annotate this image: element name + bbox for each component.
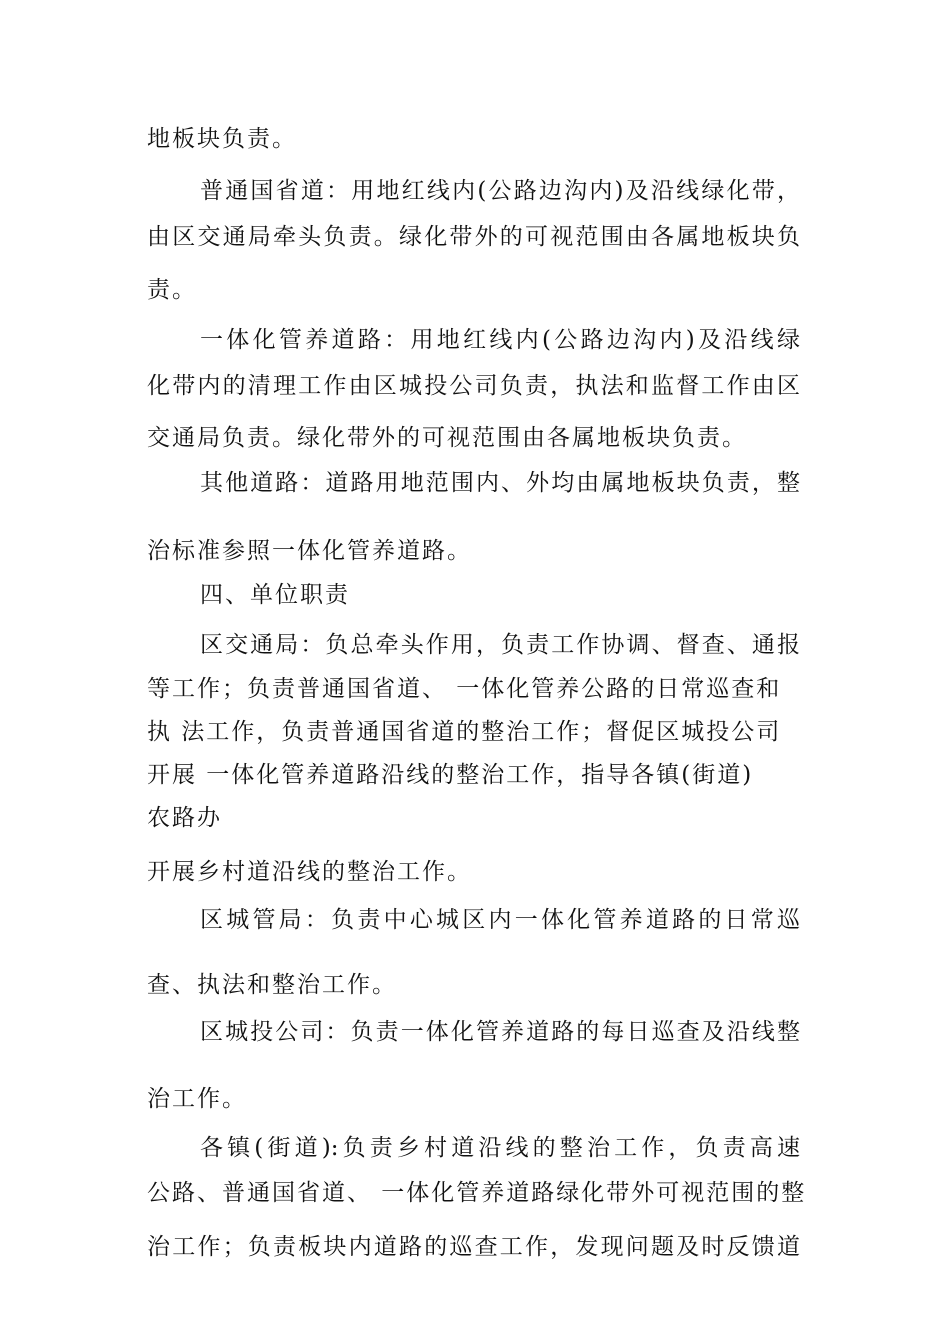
text-line-16: 开展乡村道沿线的整治工作。: [147, 859, 472, 885]
text-line-13: 执 法工作，负责普通国省道的整治工作；督促区城投公司: [147, 719, 782, 745]
text-line-20: 治工作。: [147, 1086, 247, 1112]
text-line-21: 各镇(街道):负责乡村道沿线的整治工作，负责高速: [200, 1135, 800, 1161]
text-line-11: 区交通局：负总牵头作用，负责工作协调、督查、通报: [200, 632, 800, 658]
text-line-15: 农路办: [147, 805, 222, 831]
text-line-18: 查、执法和整治工作。: [147, 972, 397, 998]
text-line-17: 区城管局：负责中心城区内一体化管养道路的日常巡: [200, 907, 800, 933]
text-line-19: 区城投公司：负责一体化管养道路的每日巡查及沿线整: [200, 1019, 800, 1045]
text-line-2: 普通国省道：用地红线内(公路边沟内)及沿线绿化带，: [200, 178, 800, 204]
text-line-9: 治标准参照一体化管养道路。: [147, 538, 472, 564]
text-line-14: 开展 一体化管养道路沿线的整治工作，指导各镇(街道): [147, 762, 754, 788]
text-line-1: 地板块负责。: [147, 126, 297, 152]
text-line-7: 交通局负责。绿化带外的可视范围由各属地板块负责。: [147, 425, 747, 451]
text-line-23: 治工作；负责板块内道路的巡查工作，发现问题及时反馈道: [147, 1234, 800, 1260]
section-heading: 四、单位职责: [200, 582, 350, 608]
text-line-22: 公路、普通国省道、 一体化管养道路绿化带外可视范围的整: [147, 1180, 807, 1206]
text-line-4: 责。: [147, 277, 197, 303]
text-line-6: 化带内的清理工作由区城投公司负责，执法和监督工作由区: [147, 373, 800, 399]
text-line-12: 等工作；负责普通国省道、 一体化管养公路的日常巡查和: [147, 676, 782, 702]
text-line-8: 其他道路：道路用地范围内、外均由属地板块负责，整: [200, 470, 800, 496]
text-line-5: 一体化管养道路：用地红线内(公路边沟内)及沿线绿: [200, 327, 800, 353]
text-line-3: 由区交通局牵头负责。绿化带外的可视范围由各属地板块负: [147, 224, 800, 250]
